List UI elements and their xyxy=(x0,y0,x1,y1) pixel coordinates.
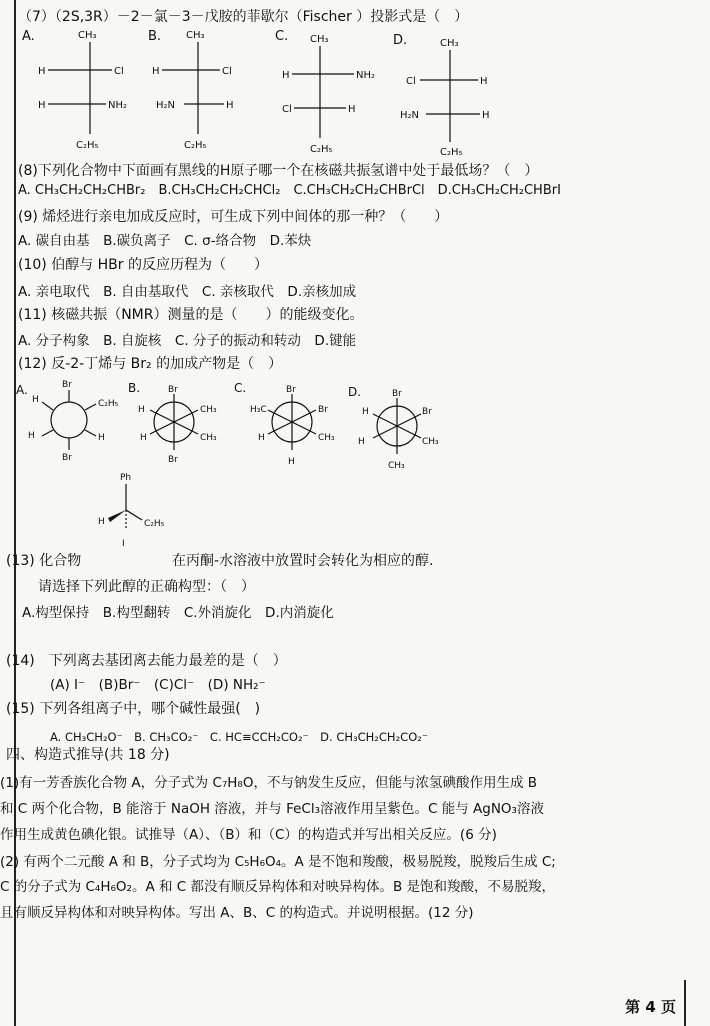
section4-p1-line3: 作用生成黄色碘化银。试推导（A）、（B）和（C）的构造式并写出相关反应。(6 分) xyxy=(0,827,497,843)
newman-c xyxy=(250,385,335,467)
svg-text:H: H xyxy=(480,76,488,87)
q12-label-a: A. xyxy=(16,383,28,397)
q7-label-b: B. xyxy=(148,29,162,44)
svg-text:CH₃: CH₃ xyxy=(318,433,335,443)
svg-text:Cl: Cl xyxy=(406,76,416,87)
q14-stem: (14) 下列离去基团离去能力最差的是（ ） xyxy=(6,653,287,669)
svg-text:C₂H₅: C₂H₅ xyxy=(144,519,165,529)
svg-text:H₂N: H₂N xyxy=(156,100,176,111)
svg-text:CH₃: CH₃ xyxy=(388,461,405,471)
q14-options: (A) I⁻ (B)Br⁻ (C)Cl⁻ (D) NH₂⁻ xyxy=(50,677,266,693)
svg-text:H: H xyxy=(32,395,39,405)
svg-text:Br: Br xyxy=(62,380,72,390)
svg-text:H: H xyxy=(138,405,145,415)
q13-line2: 请选择下列此醇的正确构型：（ ） xyxy=(38,579,255,595)
newman-b xyxy=(138,385,217,465)
svg-text:H: H xyxy=(482,110,490,121)
q7-stem: （7）（2S,3R）－2－氯－3－戊胺的菲歇尔（Fischer ）投影式是（ ） xyxy=(18,9,469,25)
svg-text:NH₂: NH₂ xyxy=(356,70,376,81)
fischer-d xyxy=(400,38,490,156)
q15-options: A. CH₃CH₂O⁻ B. CH₃CO₂⁻ C. HC≡CCH₂CO₂⁻ D. CH₃CH₂CH₂CO₂⁻ xyxy=(50,730,428,744)
q12-stem: (12) 反-2-丁烯与 Br₂ 的加成产物是（ ） xyxy=(18,356,283,372)
q13-structure xyxy=(80,470,190,560)
section4-p2-line2: C 的分子式为 C₄H₆O₂。A 和 C 都没有顺反异构体和对映异构体。B 是饱和羧酸，不易脱羧， xyxy=(0,879,556,895)
svg-text:H: H xyxy=(358,437,365,447)
svg-text:CH₃: CH₃ xyxy=(422,437,439,447)
svg-text:H: H xyxy=(282,70,290,81)
q12-label-b: B. xyxy=(128,381,141,395)
svg-text:Cl: Cl xyxy=(222,66,232,77)
svg-text:NH₂: NH₂ xyxy=(108,100,128,111)
svg-text:Br: Br xyxy=(422,407,432,417)
svg-text:H: H xyxy=(152,66,160,77)
svg-text:Br: Br xyxy=(318,405,328,415)
svg-text:H: H xyxy=(348,104,356,115)
q15-stem: (15) 下列各组离子中，哪个碱性最强( ) xyxy=(6,701,261,717)
svg-text:CH₃: CH₃ xyxy=(310,34,329,45)
svg-text:CH₃: CH₃ xyxy=(440,38,459,49)
q12-label-c: C. xyxy=(234,381,247,395)
q12-label-d: D. xyxy=(348,385,362,399)
svg-text:H: H xyxy=(38,100,46,111)
svg-text:C₂H₅: C₂H₅ xyxy=(184,140,207,151)
page-number: 第 4 页 xyxy=(625,998,676,1016)
q9-stem: (9) 烯烃进行亲电加成反应时，可生成下列中间体的那一种？（ ） xyxy=(18,209,449,225)
svg-text:H: H xyxy=(362,407,369,417)
svg-text:C₂H₅: C₂H₅ xyxy=(98,399,119,409)
q13-stem-a: (13) 化合物 xyxy=(6,553,82,569)
section4-p1-line1: (1)有一芳香族化合物 A，分子式为 C₇H₈O，不与钠发生反应，但能与浓氢碘酸作用生成 B xyxy=(0,775,538,791)
svg-text:CH₃: CH₃ xyxy=(200,405,217,415)
q7-label-c: C. xyxy=(275,29,289,44)
q13-stem-b: 在丙酮-水溶液中放置时会转化为相应的醇. xyxy=(172,553,434,569)
svg-text:H: H xyxy=(226,100,234,111)
svg-text:I: I xyxy=(122,539,125,549)
left-margin-line xyxy=(14,0,16,1026)
q7-fischer-projections xyxy=(20,26,540,156)
newman-a xyxy=(28,380,119,463)
svg-text:Cl: Cl xyxy=(114,66,124,77)
section4-p1-line2: 和 C 两个化合物，B 能溶于 NaOH 溶液，并与 FeCl₃溶液作用呈紫色。C 能与 AgNO₃溶液 xyxy=(0,801,544,817)
q11-options: A. 分子构象 B. 自旋核 C. 分子的振动和转动 D.键能 xyxy=(18,333,357,349)
svg-text:H: H xyxy=(38,66,46,77)
q11-stem: (11) 核磁共振（NMR）测量的是（ ）的能级变化。 xyxy=(18,307,364,323)
footer-divider xyxy=(684,980,686,1026)
svg-text:Br: Br xyxy=(168,455,178,465)
svg-text:Cl: Cl xyxy=(282,104,292,115)
svg-text:C₂H₅: C₂H₅ xyxy=(310,144,333,155)
newman-d xyxy=(358,389,439,471)
fischer-c xyxy=(282,34,375,155)
section4-p2-line1: (2) 有两个二元酸 A 和 B，分子式均为 C₅H₆O₄。A 是不饱和羧酸，极易脱羧，脱羧后生成 C; xyxy=(0,854,556,870)
q7-label-d: D. xyxy=(393,33,408,48)
q9-options: A. 碳自由基 B.碳负离子 C. σ-络合物 D.苯炔 xyxy=(18,233,312,249)
q10-options: A. 亲电取代 B. 自由基取代 C. 亲核取代 D.亲核加成 xyxy=(18,284,357,300)
section4-title: 四、构造式推导(共 18 分) xyxy=(6,747,170,763)
q8-options: A. CH₃CH₂CH₂CHBr₂ B.CH₃CH₂CH₂CHCl₂ C.CH₃CH₂CH₂CHBrCl D.CH₃CH₂CH₂CHBrI xyxy=(18,183,561,198)
fischer-b xyxy=(152,30,234,151)
svg-text:Br: Br xyxy=(392,389,402,399)
q7-label-a: A. xyxy=(22,29,35,44)
fischer-a xyxy=(38,30,127,151)
svg-text:C₂H₅: C₂H₅ xyxy=(76,140,99,151)
svg-text:H₃C: H₃C xyxy=(250,405,267,415)
q10-stem: (10) 伯醇与 HBr 的反应历程为（ ） xyxy=(18,257,268,273)
svg-text:H: H xyxy=(98,433,105,443)
svg-text:H: H xyxy=(140,433,147,443)
svg-text:H: H xyxy=(28,431,35,441)
q8-stem: (8)下列化合物中下面画有黑线的H原子哪一个在核磁共振氢谱中处于最低场？（ ） xyxy=(18,163,539,179)
svg-text:CH₃: CH₃ xyxy=(186,30,205,41)
svg-text:Br: Br xyxy=(62,453,72,463)
svg-text:CH₃: CH₃ xyxy=(200,433,217,443)
svg-text:H: H xyxy=(98,517,105,527)
q12-newman-projections xyxy=(14,374,454,474)
svg-text:Ph: Ph xyxy=(120,473,132,483)
svg-text:Br: Br xyxy=(286,385,296,395)
svg-text:H: H xyxy=(258,433,265,443)
svg-text:H: H xyxy=(288,457,295,467)
svg-text:Br: Br xyxy=(168,385,178,395)
section4-p2-line3: 且有顺反异构体和对映异构体。写出 A、B、C 的构造式。并说明根据。(12 分) xyxy=(0,905,474,921)
svg-text:H₂N: H₂N xyxy=(400,110,420,121)
q13-options: A.构型保持 B.构型翻转 C.外消旋化 D.内消旋化 xyxy=(22,605,334,621)
svg-text:CH₃: CH₃ xyxy=(78,30,97,41)
svg-text:C₂H₅: C₂H₅ xyxy=(440,147,463,156)
